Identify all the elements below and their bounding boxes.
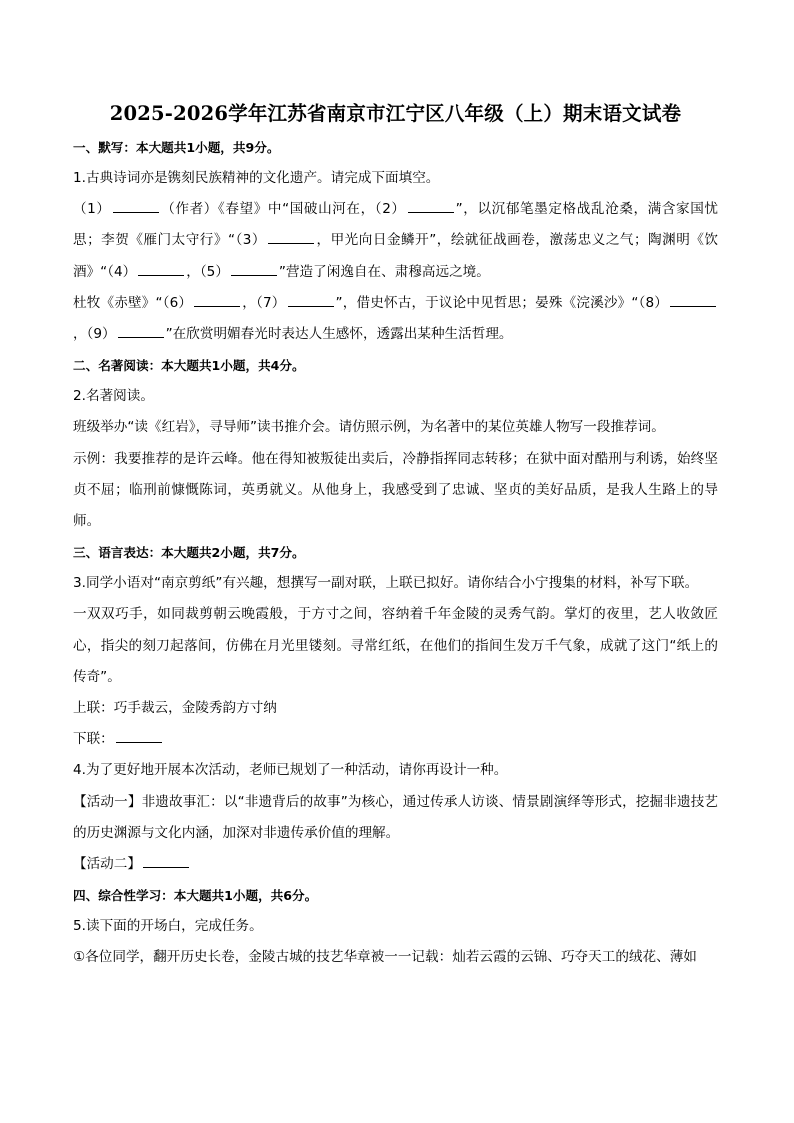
question-2-example: 示例：我要推荐的是许云峰。他在得知被叛徒出卖后，冷静指挥同志转移；在狱中面对酷刑与利诱，始终坚贞不屈；临刑前慷慨陈词，英勇就义。从他身上，我感受到了忠诚、坚贞的美好品质，是我人生路上的导师。	[73, 450, 718, 530]
question-4-stem: 4.为了更好地开展本次活动，老师已规划了一种活动，请你再设计一种。	[73, 762, 508, 779]
question-5-paragraph-1: ①各位同学，翻开历史长卷，金陵古城的技艺华章被一一记载：灿若云霞的云锦、巧夺天工的绒花、薄如	[73, 949, 697, 966]
question-2-stem: 2.名著阅读。	[73, 388, 154, 405]
answer-blank[interactable]	[143, 853, 189, 868]
section-heading-4: 四、综合性学习：本大题共1小题，共6分。	[73, 888, 318, 904]
question-1-stem: 1.古典诗词亦是镌刻民族精神的文化遗产。请完成下面填空。	[73, 170, 440, 186]
answer-blank[interactable]	[288, 292, 334, 307]
page-title: 2025-2026学年江苏省南京市江宁区八年级（上）期末语文试卷	[109, 102, 682, 125]
answer-blank[interactable]	[118, 323, 164, 338]
q1-text: ，（9）	[73, 326, 116, 343]
question-1-part-1	[73, 194, 718, 288]
answer-blank[interactable]	[116, 728, 162, 743]
question-3-upper-couplet: 上联：巧手裁云，金陵秀韵方寸纳	[73, 700, 277, 717]
question-3-material: 一双双巧手，如同裁剪朝云晚霞般，于方寸之间，容纳着千年金陵的灵秀气韵。掌灯的夜里，艺人收敛匠心，指尖的刻刀起落间，仿佛在月光里镂刻。寻常红纸，在他们的指间生发万千气象，成就了这门“纸上的传奇”。	[73, 606, 718, 685]
section-heading-1: 一、默写：本大题共1小题，共9分。	[73, 140, 280, 155]
question-1-part-2	[73, 288, 718, 350]
answer-blank[interactable]	[408, 198, 454, 213]
question-3-stem: 3.同学小语对“南京剪纸”有兴趣，想撰写一副对联，上联已拟好。请你结合小宁搜集的材料，补写下联。	[73, 575, 699, 592]
q1-text: （作者）《春望》中“国破山河在，（2）	[160, 201, 406, 218]
activity-2-label: 【活动二】	[73, 856, 141, 873]
q1-text: ，甲光向日金鳞开”，绘就征战画卷，激荡忠义之气；陶渊明《饮酒》“（4）	[73, 232, 718, 280]
answer-blank[interactable]	[268, 229, 314, 244]
question-5-stem: 5.读下面的开场白，完成任务。	[73, 918, 263, 935]
q1-text: ，（7）	[242, 294, 286, 311]
answer-blank[interactable]	[194, 292, 240, 307]
section-heading-2: 二、名著阅读：本大题共1小题，共4分。	[73, 358, 305, 374]
section-heading-3: 三、语言表达：本大题共2小题，共7分。	[73, 545, 305, 561]
answer-blank[interactable]	[231, 261, 277, 276]
answer-blank[interactable]	[138, 261, 184, 276]
activity-1-label: 【活动一】	[73, 793, 142, 810]
activity-1-text: 非遗故事汇：以“非遗背后的故事”为核心，通过传承人访谈、情景剧演绎等形式，挖掘非遗技艺的历史渊源与文化内涵，加深对非遗传承价值的理解。	[73, 793, 719, 841]
q1-text: ”，以沉郁笔墨定格战乱沧桑，满含家国忧思；李贺《雁门太守行》“（3）	[73, 201, 718, 249]
lower-couplet-label: 下联：	[73, 731, 114, 748]
answer-blank[interactable]	[670, 292, 716, 307]
question-2-prompt: 班级举办“读《红岩》，寻导师”读书推介会。请仿照示例，为名著中的某位英雄人物写一段推荐词。	[73, 419, 665, 436]
q1-text: （1）	[73, 201, 111, 218]
question-3-lower-couplet	[73, 724, 718, 755]
q1-text: ”在欣赏明媚春光时表达人生感怀，透露出某种生活哲理。	[165, 326, 513, 343]
answer-blank[interactable]	[113, 198, 159, 213]
question-4-activity-2	[73, 849, 718, 880]
q1-text: ”营造了闲逸自在、肃穆高远之境。	[278, 263, 490, 280]
q1-text: 杜牧《赤壁》“（6）	[73, 294, 193, 311]
q1-text: ”，借史怀古，于议论中见哲思；晏殊《浣溪沙》“（8）	[335, 294, 669, 311]
question-4-activity-1	[73, 787, 718, 849]
q1-text: ，（5）	[186, 263, 229, 280]
